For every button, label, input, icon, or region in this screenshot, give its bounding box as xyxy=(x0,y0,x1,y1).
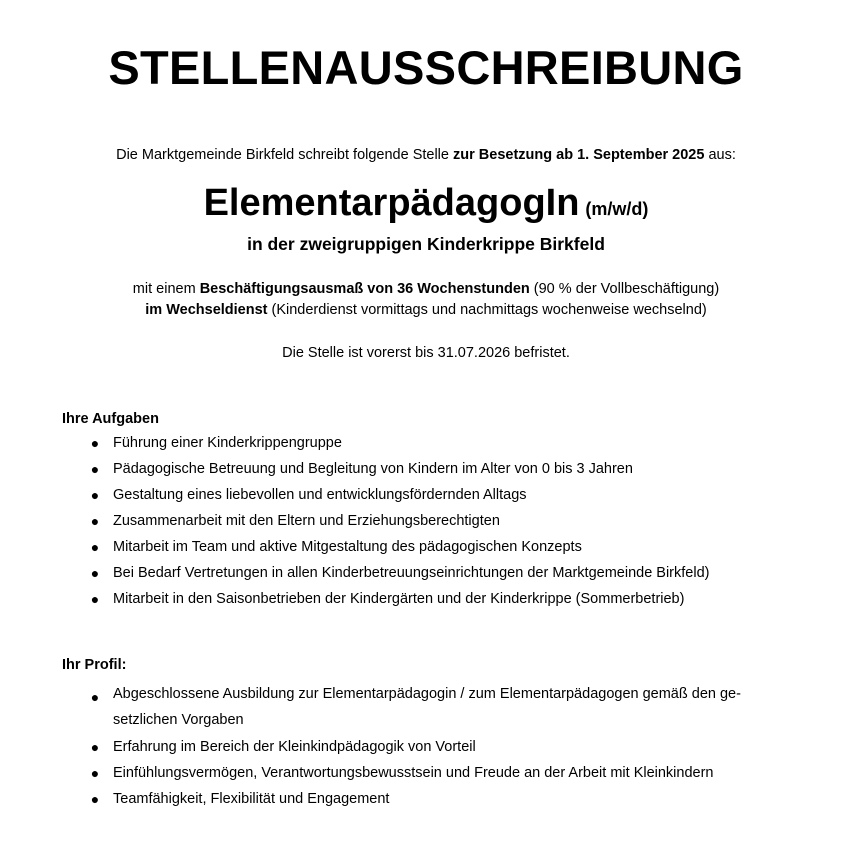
shift-description: (Kinderdienst vormittags und nachmittags wochenweise wechselnd) xyxy=(267,302,707,318)
bullet-icon: ● xyxy=(90,739,100,755)
job-title-line xyxy=(0,178,852,236)
list-item xyxy=(62,737,802,757)
employment-extent-line xyxy=(0,279,852,299)
job-title: ElementarpädagogIn xyxy=(203,182,580,224)
intro-suffix: aus: xyxy=(704,147,736,163)
extent-prefix: mit einem xyxy=(132,281,200,297)
bullet-icon: ● xyxy=(90,513,100,529)
bullet-icon: ● xyxy=(90,565,100,581)
list-item xyxy=(62,433,802,453)
bullet-icon: ● xyxy=(90,435,100,451)
extent-suffix: (90 % der Vollbeschäftigung) xyxy=(529,281,720,297)
bullet-icon: ● xyxy=(90,765,100,781)
profile-text: Einfühlungsvermögen, Verantwortungsbewusstsein und Freude an der Arbeit mit Kleinkindern xyxy=(113,765,714,781)
tasks-list xyxy=(62,433,802,615)
intro-line xyxy=(0,145,852,165)
task-text: Pädagogische Betreuung und Begleitung von Kindern im Alter von 0 bis 3 Jahren xyxy=(113,461,633,477)
list-item xyxy=(62,589,802,609)
shift-type: im Wechseldienst xyxy=(145,302,268,318)
task-text: Zusammenarbeit mit den Eltern und Erziehungsberechtigten xyxy=(113,513,500,529)
start-date: zur Besetzung ab 1. September 2025 xyxy=(453,147,705,163)
bullet-icon: ● xyxy=(90,461,100,477)
bullet-icon: ● xyxy=(90,539,100,555)
shift-line xyxy=(0,300,852,320)
tasks-heading: Ihre Aufgaben xyxy=(62,411,159,427)
profile-text: Erfahrung im Bereich der Kleinkindpädagogik von Vorteil xyxy=(113,739,476,755)
task-text: Mitarbeit in den Saisonbetrieben der Kindergärten und der Kinderkrippe (Sommerbetrieb) xyxy=(113,591,685,607)
task-text: Gestaltung eines liebevollen und entwicklungsfördernden Alltags xyxy=(113,487,527,503)
contract-limit: Die Stelle ist vorerst bis 31.07.2026 befristet. xyxy=(282,345,570,361)
task-text: Führung einer Kinderkrippengruppe xyxy=(113,435,342,451)
list-item xyxy=(62,789,802,809)
list-item xyxy=(62,511,802,531)
profile-text: Abgeschlossene Ausbildung zur Elementarpädagogin / zum Elementarpädagogen gemäß den ge-setzlichen Vorgaben xyxy=(113,686,741,728)
list-item xyxy=(62,563,802,583)
profile-heading: Ihr Profil: xyxy=(62,657,127,673)
list-item xyxy=(62,459,802,479)
bullet-icon: ● xyxy=(90,591,100,607)
list-item xyxy=(62,681,803,733)
document-title: STELLENAUSSCHREIBUNG xyxy=(108,41,744,94)
gender-note: (m/w/d) xyxy=(585,199,649,219)
bullet-icon: ● xyxy=(90,487,100,503)
task-text: Bei Bedarf Vertretungen in allen Kinderbetreuungseinrichtungen der Marktgemeinde Birkfeld) xyxy=(113,565,710,581)
list-item xyxy=(62,485,802,505)
list-item xyxy=(62,763,802,783)
list-item xyxy=(62,537,802,557)
weekly-hours: Beschäftigungsausmaß von 36 Wochenstunden xyxy=(199,281,530,297)
task-text: Mitarbeit im Team und aktive Mitgestaltung des pädagogischen Konzepts xyxy=(113,539,582,555)
intro-prefix: Die Marktgemeinde Birkfeld schreibt folgende Stelle xyxy=(116,147,454,163)
profile-text: Teamfähigkeit, Flexibilität und Engagement xyxy=(113,791,390,807)
job-location: in der zweigruppigen Kinderkrippe Birkfeld xyxy=(247,234,605,254)
bullet-icon: ● xyxy=(90,791,100,807)
profile-list xyxy=(62,681,802,815)
bullet-icon: ● xyxy=(90,689,100,705)
